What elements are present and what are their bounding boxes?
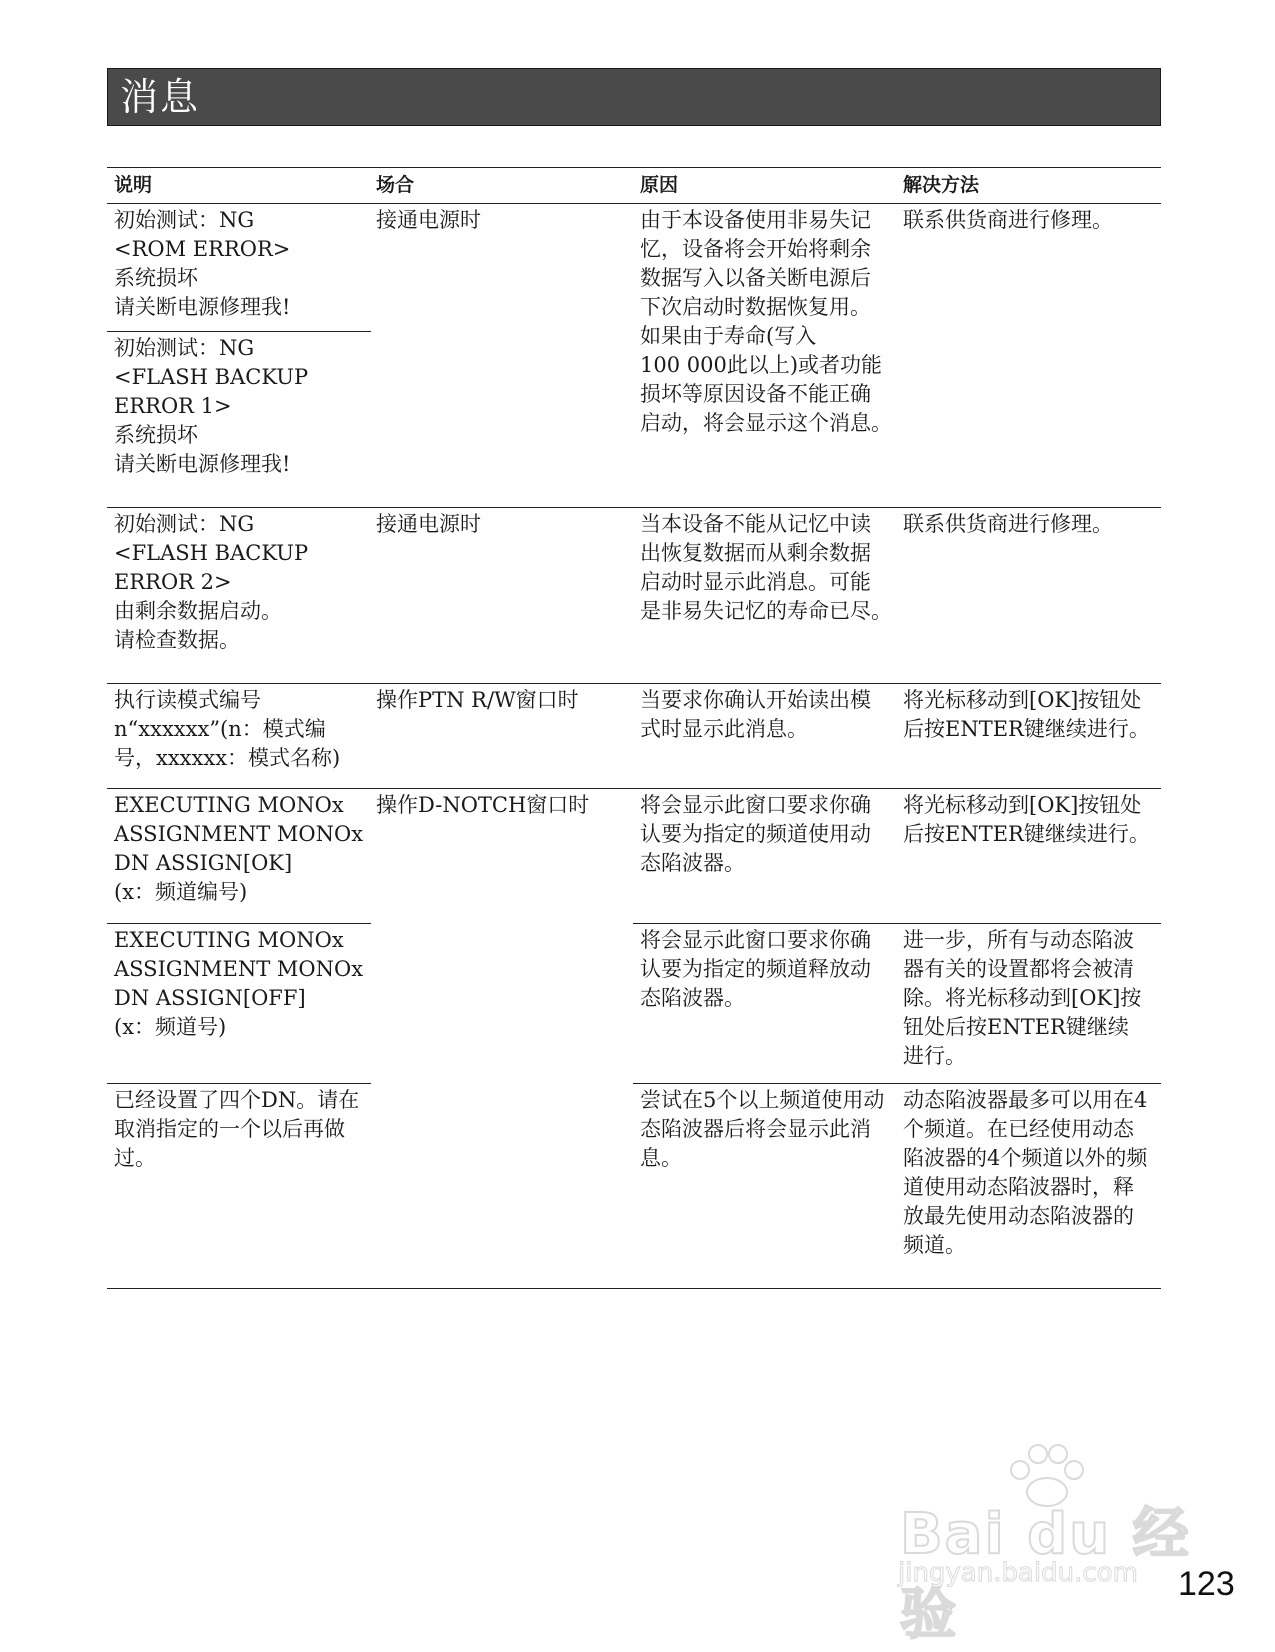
row4-cause: 当要求你确认开始读出模 式时显示此消息。 [640, 688, 871, 741]
row5-solution: 将光标移动到[OK]按钮处 后按ENTER键继续进行。 [903, 793, 1150, 846]
header-bottom-rule [107, 203, 1161, 204]
section-title-bar [107, 68, 1161, 126]
row3-solution: 联系供货商进行修理。 [903, 512, 1113, 536]
group1-occasion: 接通电源时 [376, 208, 481, 232]
group1-solution: 联系供货商进行修理。 [903, 208, 1113, 232]
watermark-logo: Bai du 经验 [900, 1502, 1191, 1647]
row7-cause: 尝试在5个以上频道使用动 态陷波器后将会显示此消 息。 [640, 1088, 885, 1170]
row5-cause: 将会显示此窗口要求你确 认要为指定的频道使用动 态陷波器。 [640, 793, 871, 875]
row1-divider [107, 331, 371, 332]
row4-solution: 将光标移动到[OK]按钮处 后按ENTER键继续进行。 [903, 688, 1150, 741]
group2-occasion: 操作D-NOTCH窗口时 [376, 793, 590, 817]
row3-bottom-rule [107, 683, 1161, 684]
row3-occasion: 接通电源时 [376, 512, 481, 536]
row4-occasion: 操作PTN R/W窗口时 [376, 688, 579, 712]
row2-desc: 初始测试：NG <FLASH BACKUP ERROR 1> 系统损坏 请关断电源修理我! [114, 336, 309, 476]
row6-divider-desc [107, 1083, 371, 1084]
row5-desc: EXECUTING MONOx ASSIGNMENT MONOx DN ASSIGN[OK] (x：频道编号) [114, 793, 364, 904]
row6-cause: 将会显示此窗口要求你确 认要为指定的频道释放动 态陷波器。 [640, 928, 871, 1010]
watermark-url: jingyan.baidu.com [898, 1558, 1138, 1588]
header-cause: 原因 [640, 174, 679, 196]
page-number: 123 [1178, 1565, 1235, 1603]
table-top-rule [107, 167, 1161, 168]
header-occasion: 场合 [376, 174, 415, 196]
row6-desc: EXECUTING MONOx ASSIGNMENT MONOx DN ASSIGN[OFF] (x：频道号) [114, 928, 364, 1039]
row4-desc: 执行读模式编号 n“xxxxxx”(n：模式编 号，xxxxxx：模式名称) [114, 688, 341, 770]
row7-desc: 已经设置了四个DN。请在 取消指定的一个以后再做 过。 [114, 1088, 360, 1170]
group1-cause: 由于本设备使用非易失记 忆，设备将会开始将剩余 数据写入以备关断电源后 下次启动时数据恢复用。 如果由于寿命(写入 100 000此以上)或者功能 损坏等原因设备不能正确 启动，将会显示这个消息。 [640, 208, 892, 435]
row6-solution: 进一步，所有与动态陷波 器有关的设置都将会被清 除。将光标移动到[OK]按 钮处后按ENTER键继续 进行。 [903, 928, 1142, 1068]
row3-desc: 初始测试：NG <FLASH BACKUP ERROR 2> 由剩余数据启动。 请检查数据。 [114, 512, 309, 652]
page-title: 消息 [120, 75, 201, 119]
row5-divider-cause-solution [633, 923, 1161, 924]
row4-bottom-rule [107, 788, 1161, 789]
header-solution: 解决方法 [903, 174, 980, 196]
group1-bottom-rule [107, 507, 1161, 508]
table-bottom-rule [107, 1288, 1161, 1289]
row1-desc: 初始测试：NG <ROM ERROR> 系统损坏 请关断电源修理我! [114, 208, 291, 319]
row7-solution: 动态陷波器最多可以用在4 个频道。在已经使用动态 陷波器的4个频道以外的频 道使用动态陷波器时，释 放最先使用动态陷波器的 频道。 [903, 1088, 1148, 1257]
row5-divider-desc [107, 923, 371, 924]
baidu-watermark [880, 1440, 1200, 1647]
header-desc: 说明 [114, 174, 153, 196]
row3-cause: 当本设备不能从记忆中读 出恢复数据而从剩余数据 启动时显示此消息。可能 是非易失记忆的寿命已尽。 [640, 512, 892, 623]
row6-divider-cause-solution [633, 1083, 1161, 1084]
